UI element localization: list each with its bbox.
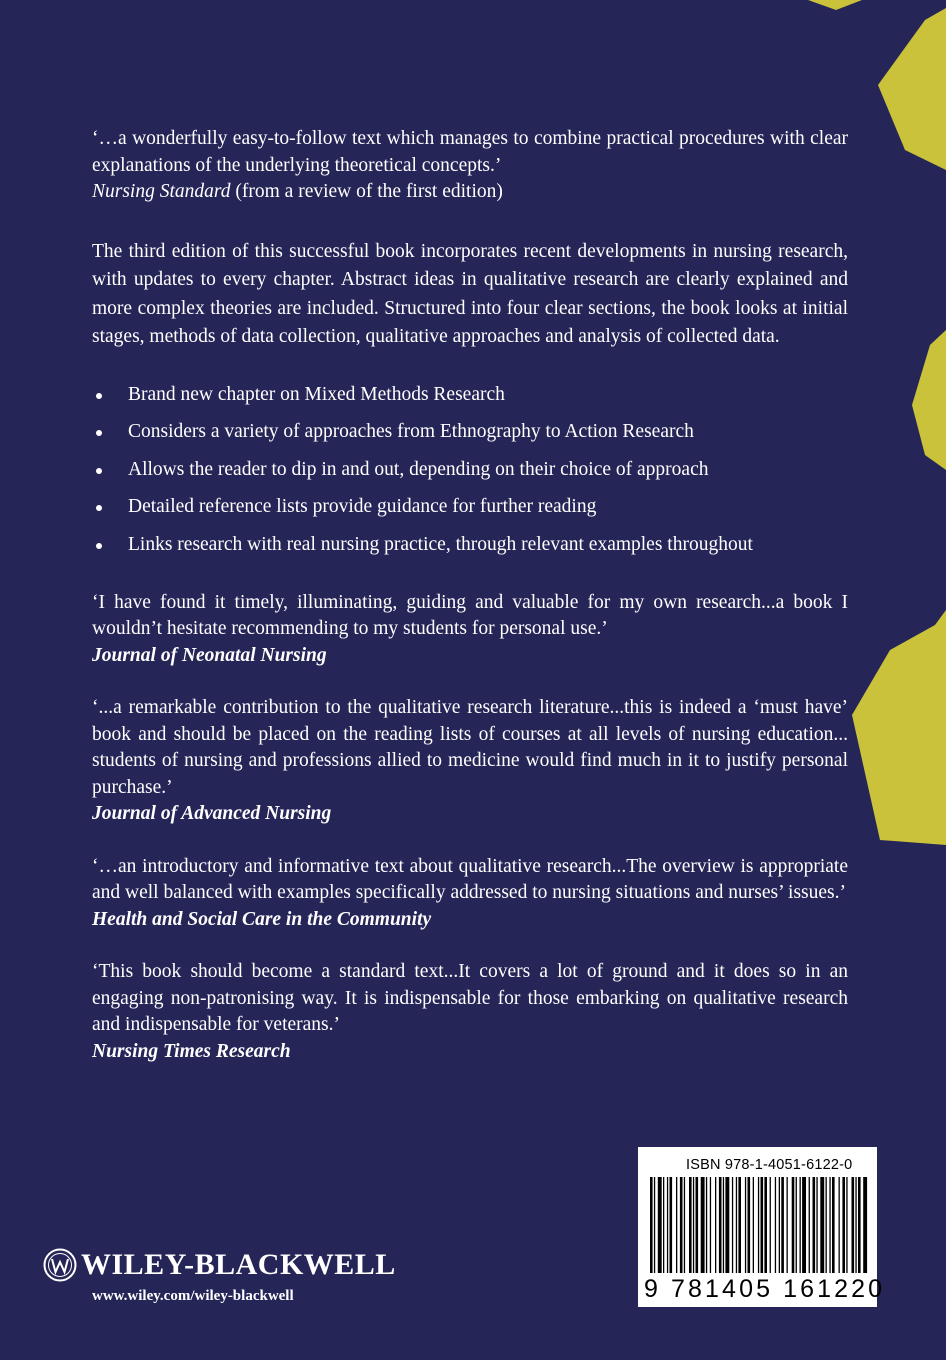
- review-text: ‘I have found it timely, illuminating, guiding and valuable for my own research...a book I wouldn’t hesitate recommending to my students for personal use.’: [92, 591, 848, 639]
- bullet-icon: [96, 430, 102, 436]
- review-3: [92, 854, 848, 934]
- list-item: [92, 457, 848, 483]
- barcode-icon: [648, 1177, 868, 1273]
- wiley-seal-icon: [43, 1248, 77, 1282]
- list-item: [92, 382, 848, 408]
- quote-source: Nursing Standard: [92, 181, 231, 202]
- isbn-label: ISBN 978-1-4051-6122-0: [686, 1157, 853, 1173]
- quote-source-note: (from a review of the first edition): [235, 181, 503, 202]
- publisher-logo: [43, 1248, 396, 1282]
- review-1: [92, 590, 848, 670]
- review-2: [92, 695, 848, 828]
- review-text: ‘…an introductory and informative text about qualitative research...The overview is appropriate and well balanced with examples specifically addressed to nursing situations and nurses’ issues.’: [92, 855, 848, 903]
- hexagon-right-upper: [878, 8, 946, 170]
- review-source: Nursing Times Research: [92, 1040, 291, 1062]
- list-item-text: Detailed reference lists provide guidance for further reading: [128, 496, 597, 517]
- hexagon-right-lower: [852, 610, 946, 845]
- review-text: ‘This book should become a standard text...It covers a lot of ground and it does so in an engaging non-patronising way. It is indispensable for those embarking on qualitative research and indispensable for veterans.’: [92, 961, 848, 1035]
- quote-source-line: [92, 179, 848, 206]
- list-item-text: Brand new chapter on Mixed Methods Research: [128, 383, 505, 405]
- bullet-icon: [96, 505, 102, 511]
- list-item: [92, 494, 848, 520]
- list-item-text: Links research with real nursing practice, through relevant examples throughout: [128, 533, 753, 555]
- publisher-name: WILEY-BLACKWELL: [81, 1248, 396, 1281]
- bullet-icon: [96, 543, 102, 549]
- hexagon-right-middle: [912, 330, 946, 470]
- bullet-icon: [96, 393, 102, 399]
- bullet-icon: [96, 468, 102, 474]
- review-source: Journal of Advanced Nursing: [92, 803, 332, 824]
- list-item-text: Considers a variety of approaches from Ethnography to Action Research: [128, 421, 694, 442]
- back-cover-text: [92, 126, 848, 1091]
- hexagon-top-right: [808, 0, 862, 10]
- review-text: ‘...a remarkable contribution to the qualitative research literature...this is indeed a ‘must have’ book and should be placed on the reading lists of courses at all levels of nursing education... students of nursing and professions allied to medicine would find much in it to justify personal purchase.’: [92, 697, 848, 798]
- quote-text: ‘…a wonderfully easy-to-follow text which manages to combine practical procedures with clear explanations of the underlying theoretical concepts.’: [92, 128, 848, 176]
- review-source: Journal of Neonatal Nursing: [92, 644, 327, 666]
- isbn-barcode: [638, 1147, 886, 1307]
- description-text: The third edition of this successful book incorporates recent developments in nursing research, with updates to every chapter. Abstract ideas in qualitative research are clearly explained and more complex theories are included. Structured into four clear sections, the book looks at initial stages, methods of data collection, qualitative approaches and analysis of collected data.: [92, 240, 848, 347]
- publisher-url: www.wiley.com/wiley-blackwell: [92, 1288, 294, 1304]
- review-source: Health and Social Care in the Community: [92, 908, 432, 930]
- barcode-number: 9 781405 161220: [644, 1275, 886, 1303]
- feature-list: [92, 382, 848, 558]
- book-description: [92, 238, 848, 352]
- list-item: [92, 532, 848, 558]
- list-item-text: Allows the reader to dip in and out, depending on their choice of approach: [128, 458, 709, 480]
- list-item: [92, 419, 848, 445]
- quote-nursing-standard: [92, 126, 848, 206]
- review-4: [92, 959, 848, 1065]
